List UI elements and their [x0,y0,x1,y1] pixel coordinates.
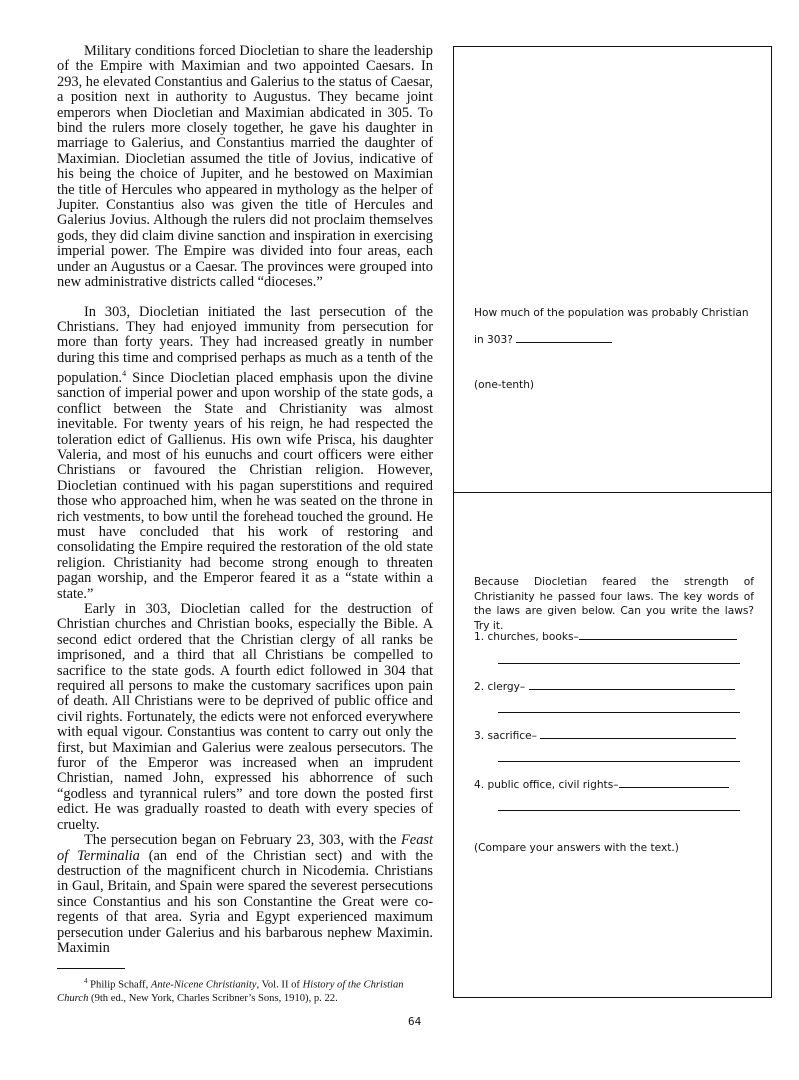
law-3-blank[interactable] [540,738,736,739]
compare-note: (Compare your answers with the text.) [474,842,679,854]
footnote-divider [57,968,125,969]
footnote-reference: 4 [122,369,127,379]
paragraph-edicts: Early in 303, Diocletian called for the destruction of Christian churches and Christian books, especially the Bible. A second edict ordered that the Christian clergy of all ranks be imprisoned, and a third that all Christians be compelled to sacrifice to the state gods. A fourth edict followed in 304 that required all persons to make the customary sacrifices upon pain of death. All Christians were to be deprived of public office and civil rights. Fortunately, the edicts were not enforced everywhere with equal vigour. Constantius was content to carry out only the first, but Maximian and Galerius were zealous persecutors. The furor of the Emperor was increased when an imprudent Christian, named John, expressed his abhorrence of such “godless and tyrannical rulers” and tore down the posted first edict. He was gradually roasted to death with every species of cruelty. [57,601,433,833]
law-4-blank[interactable] [619,787,729,788]
paragraph-feast: The persecution began on February 23, 303, with the Feast of Terminalia (an end of the Christian sect) and with the destruction of the magnificent church in Nicodemia. Christians in Gaul, Britain, and Spain were spared the severest persecutions since Constantius and his son Constantine the Great were co-regents of that area. Syria and Egypt experienced maximum persecution under Galerius and his barbarous nephew Maximin. Maximin [57,832,433,956]
law-2-line-2[interactable] [498,712,740,713]
population-question: How much of the population was probably Christian in 303? [474,307,749,346]
law-item-2: 2. clergy– [474,680,769,695]
paragraph-leadership: Military conditions forced Diocletian to share the leadership of the Empire with Maximian and two appointed Caesars. In 293, he elevated Constantius and Galerius to the status of Caesar, a position next in authority to Augustus. They became joint emperors when Diocletian and Maximian abdicated in 305. To bind the rulers more closely together, he gave his daughter in marriage to Galerius, and Constantius married the daughter of Maximian. Diocletian assumed the title of Jovius, indicative of his being the choice of Jupiter, and he bestowed on Maximian the title of Hercules who appeared in mythology as the helper of Jupiter. Constantius also was given the title of Hercules and Galerius Jovius. Although the rulers did not proclaim themselves gods, they did claim divine sanction and inspiration in exercising imperial power. The Empire was divided into four areas, each under an Augustus or a Caesar. The provinces were grouped into new administrative districts called “dioceses.” [57,43,433,291]
page-number: 64 [408,1015,422,1028]
question-box-population [453,46,772,493]
law-item-3: 3. sacrifice– [474,729,769,744]
footnote: $^4$ Philip Schaff, Ante-Nicene Christianity, Vol. II of History of the Christian Church (9th ed., New York, Charles Scribner’s Sons, 1910), p. 22. [57,977,404,1004]
population-answer: (one-tenth) [474,379,535,391]
law-item-4: 4. public office, civil rights– [474,778,769,793]
answer-blank[interactable] [516,342,612,343]
law-item-1: 1. churches, books– [474,630,769,645]
law-2-blank[interactable] [529,689,735,690]
main-text-column [57,44,433,956]
law-3-line-2[interactable] [498,761,740,762]
paragraph-persecution: In 303, Diocletian initiated the last persecution of the Christians. They had enjoyed immunity from persecution for more than forty years. They had increased greatly in number during this time and comprised perhaps as much as a tenth of the population.$^4$ Since Diocletian placed emphasis upon the divine sanction of imperial power and upon worship of the state gods, a conflict between the State and Christianity was almost inevitable. For twenty years of his reign, he had respected the toleration edict of Gallienus. His own wife Prisca, his daughter Valeria, and most of his eunuchs and court officers were either Christians or favoured the Christian religion. However, Diocletian continued with his pagan superstitions and required those who approached him, when he was seated on the throne in rich vestments, to bow until the forehead touched the ground. He must have concluded that his work of restoring and consolidating the Empire required the restoration of the old state religion. Christianity had become strong enough to threaten pagan worship, and the Emperor feared it as a “state within a state.” [57,303,433,602]
laws-intro: Because Diocletian feared the strength of Christianity he passed four laws. The key words of the laws are given below. Can you write the laws? Try it. [474,576,754,632]
question-box-laws [453,492,772,998]
law-1-line-2[interactable] [498,663,740,664]
law-4-line-2[interactable] [498,810,740,811]
law-1-blank[interactable] [579,639,737,640]
